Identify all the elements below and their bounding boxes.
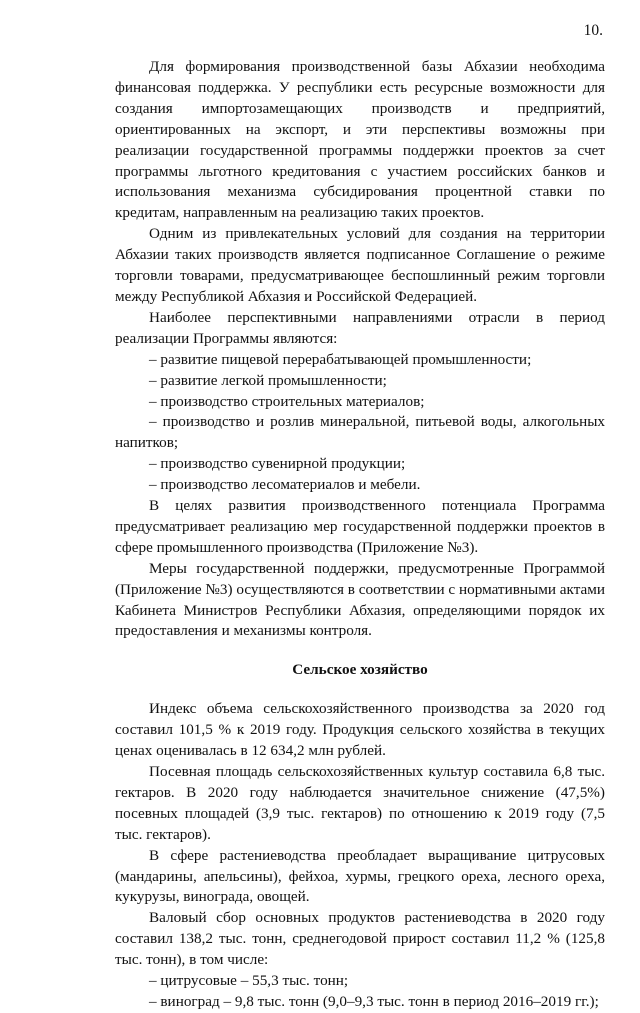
paragraph: Посевная площадь сельскохозяйственных культур составила 6,8 тыс. гектаров. В 2020 году наблюдается значительное снижение (47,5%) посевных площадей (3,9 тыс. гектаров) по отношению к 2019 году (7,5 тыс. гектаров). <box>115 763 605 843</box>
page-number: 10. <box>583 22 603 39</box>
paragraph: В сфере растениеводства преобладает выращивание цитрусовых (мандарины, апельсины), фейхоа, хурмы, грецкого ореха, лесного ореха, кукурузы, винограда, овощей. <box>115 846 605 906</box>
list-item: – производство и розлив минеральной, питьевой воды, алкогольных напитков; <box>115 413 605 452</box>
paragraph: Индекс объема сельскохозяйственного производства за 2020 год составил 101,5 % к 2019 году. Продукция сельского хозяйства в текущих ценах оценивалась в 12 634,2 млн рублей. <box>115 700 605 760</box>
list-item: – производство лесоматериалов и мебели. <box>149 476 421 494</box>
paragraph: Валовый сбор основных продуктов растениеводства в 2020 году составил 138,2 тыс. тонн, среднегодовой прирост составил 11,2 % (125,8 тыс. тонн), в том числе: <box>115 909 605 969</box>
list-item: – производство строительных материалов; <box>149 392 425 410</box>
list-item: – виноград – 9,8 тыс. тонн (9,0–9,3 тыс. тонн в период 2016–2019 гг.); <box>149 992 599 1010</box>
list-item: – развитие легкой промышленности; <box>149 371 387 389</box>
list-item: – развитие пищевой перерабатывающей промышленности; <box>149 350 532 368</box>
list-item: – цитрусовые – 55,3 тыс. тонн; <box>149 972 349 990</box>
paragraph: Одним из привлекательных условий для создания на территории Абхазии таких производств является подписанное Соглашение о режиме торговли товарами, предусматривающее беспошлинный режим торговли между Республикой Абхазия и Российской Федерацией. <box>115 225 605 305</box>
section-heading: Сельское хозяйство <box>292 661 428 679</box>
paragraph: Меры государственной поддержки, предусмотренные Программой (Приложение №3) осуществляются в соответствии с нормативными актами Кабинета Министров Республики Абхазия, определяющими порядок их предоставления и механизмы контроля. <box>115 559 605 640</box>
paragraph: Наиболее перспективными направлениями отрасли в период реализации Программы являются: <box>115 308 605 347</box>
paragraph: Для формирования производственной базы Абхазии необходима финансовая поддержка. У республики есть ресурсные возможности для создания импортозамещающих производств и предприятий, ориентированных на экспорт, и эти перспективы возможны при реализации государственной программы поддержки проектов за счет программы льготного кредитования с участием российских банков и использования механизма субсидирования процентной ставки по кредитам, направленным на реализацию таких проектов. <box>115 58 605 222</box>
document-body <box>115 57 605 1013</box>
paragraph: В целях развития производственного потенциала Программа предусматривает реализацию мер государственной поддержки проектов в сфере промышленного производства (Приложение №3). <box>115 497 605 556</box>
list-item: – производство сувенирной продукции; <box>149 455 406 473</box>
